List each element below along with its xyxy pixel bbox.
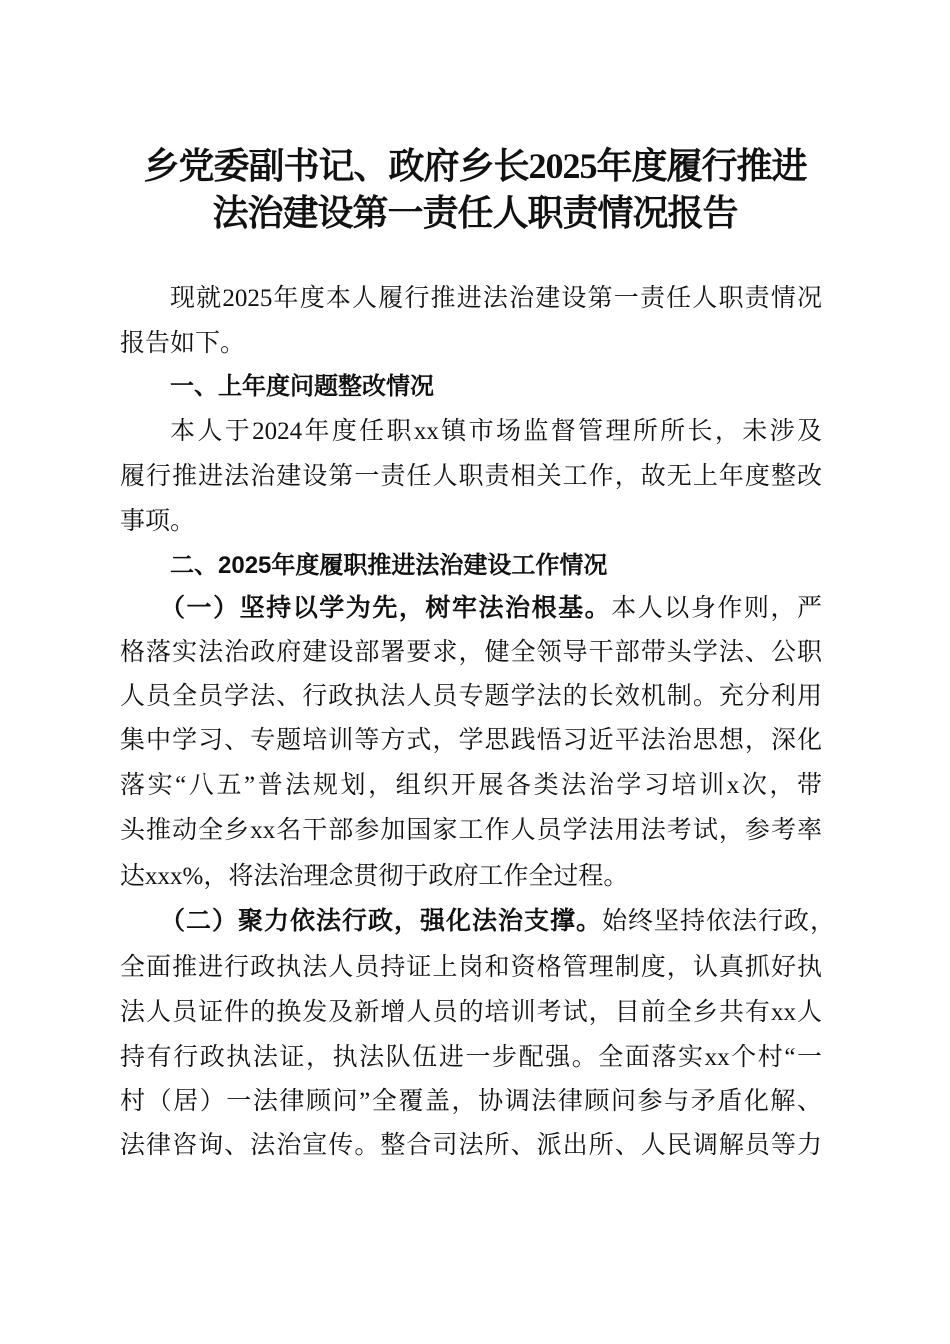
body-line: 法律咨询、法治宣传。整合司法所、派出所、人民调解员等力 <box>120 1132 822 1159</box>
body-line: 头推动全乡xx名干部参加国家工作人员学法用法考试，参考率 <box>120 817 822 844</box>
section-2-heading: 二、2025年度履职推进法治建设工作情况 <box>170 552 608 579</box>
paragraph-1-lead: （一）坚持以学为先，树牢法治根基。 <box>160 595 612 622</box>
body-line: 人员全员学法、行政执法人员专题学法的长效机制。充分利用 <box>120 683 822 710</box>
body-line: 法人员证件的换发及新增人员的培训考试，目前全乡共有xx人 <box>120 999 822 1026</box>
paragraph-2-first-rest: 始终坚持依法行政， <box>601 908 835 935</box>
body-line: 持有行政执法证，执法队伍进一步配强。全面落实xx个村“一 <box>120 1044 822 1071</box>
body-line: 事项。 <box>120 508 196 535</box>
body-line: 本人于2024年度任职xx镇市场监督管理所所长，未涉及 <box>170 418 822 445</box>
paragraph-1-first-rest: 本人以身作则，严 <box>611 595 822 622</box>
body-line: 落实“八五”普法规划，组织开展各类法治学习培训x次，带 <box>120 772 822 799</box>
paragraph-1-first-line <box>160 592 822 626</box>
paragraph-2-first-line <box>160 905 835 939</box>
document-title-line-2: 法治建设第一责任人职责情况报告 <box>212 193 738 233</box>
body-line: 达xxx%，将法治理念贯彻于政府工作全过程。 <box>120 863 629 890</box>
intro-line: 现就2025年度本人履行推进法治建设第一责任人职责情况 <box>170 285 822 312</box>
body-line: 村（居）一法律顾问”全覆盖，协调法律顾问参与矛盾化解、 <box>120 1088 822 1115</box>
document-title-line-1: 乡党委副书记、政府乡长2025年度履行推进 <box>143 146 807 186</box>
section-1-heading: 一、上年度问题整改情况 <box>170 373 434 400</box>
intro-line: 报告如下。 <box>120 330 246 357</box>
body-line: 全面推进行政执法人员持证上岗和资格管理制度，认真抓好执 <box>120 954 822 981</box>
paragraph-2-lead: （二）聚力依法行政，强化法治支撑。 <box>160 908 602 935</box>
body-line: 履行推进法治建设第一责任人职责相关工作，故无上年度整改 <box>120 463 822 490</box>
body-line: 集中学习、专题培训等方式，学思践悟习近平法治思想，深化 <box>120 727 822 754</box>
body-line: 格落实法治政府建设部署要求，健全领导干部带头学法、公职 <box>120 639 822 666</box>
